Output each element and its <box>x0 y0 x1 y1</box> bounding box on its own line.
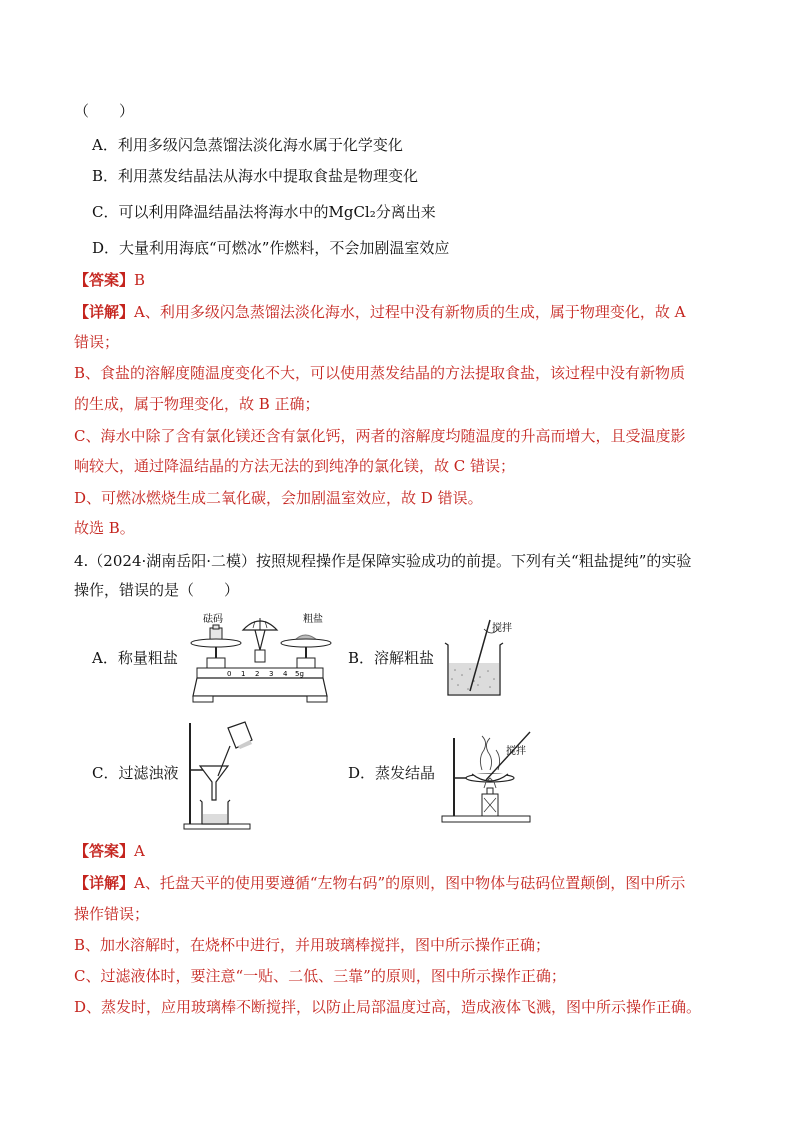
detail-line: B、加水溶解时，在烧杯中进行，并用玻璃棒搅拌，图中所示操作正确； <box>74 936 551 954</box>
balance-figure <box>185 610 335 710</box>
scale-tick: 2 <box>255 670 260 678</box>
detail-tag: 【详解】 <box>74 303 135 321</box>
answer-line <box>74 841 145 861</box>
detail-line: 响较大，通过降温结晶的方法无法的到纯净的氯化镁，故 C 错误； <box>74 457 516 475</box>
filtration-figure <box>180 718 260 833</box>
question-stem: 4.（2024·湖南岳阳·二模）按照规程操作是保障实验成功的前提。下列有关“粗盐提纯”的实验 <box>74 552 692 570</box>
detail-line: B、食盐的溶解度随温度变化不大，可以使用蒸发结晶的方法提取食盐，该过程中没有新物质 <box>74 364 686 382</box>
detail-line: C、过滤液体时，要注意“一贴、二低、三靠”的原则，图中所示操作正确； <box>74 967 566 985</box>
option-d: D．大量利用海底“可燃冰”作燃料，不会加剧温室效应 <box>92 239 450 257</box>
detail-line: D、可燃冰燃烧生成二氧化碳，会加剧温室效应，故 D 错误。 <box>74 489 483 507</box>
detail-line: 操作错误； <box>74 905 150 923</box>
answer-tag: 【答案】 <box>74 271 135 289</box>
answer-value: A <box>134 842 145 860</box>
detail-line: 故选 B。 <box>74 519 135 537</box>
question-stem: 操作，错误的是（ ） <box>74 581 240 599</box>
answer-tag: 【答案】 <box>74 842 135 860</box>
detail-line <box>74 302 685 322</box>
option-a-label: A．称量粗盐 <box>92 649 178 667</box>
answer-parenthesis: （ ） <box>74 102 135 120</box>
option-c: C．可以利用降温结晶法将海水中的MgCl₂分离出来 <box>92 203 436 221</box>
detail-text: A、托盘天平的使用要遵循“左物右码”的原则，图中物体与砝码位置颠倒，图中所示 <box>134 874 686 892</box>
fig-stir-label: 搅拌 <box>506 746 526 757</box>
detail-line: 的生成，属于物理变化，故 B 正确； <box>74 395 320 413</box>
evaporation-figure <box>438 718 538 833</box>
scale-tick: 3 <box>269 670 274 678</box>
scale-tick: 5g <box>295 670 304 678</box>
scale-tick: 0 <box>227 670 232 678</box>
answer-line <box>74 270 145 290</box>
detail-line <box>74 873 685 893</box>
option-b: B．利用蒸发结晶法从海水中提取食盐是物理变化 <box>92 167 419 185</box>
answer-value: B <box>134 271 146 289</box>
fig-salt-label: 粗盐 <box>303 614 323 625</box>
option-b-label: B．溶解粗盐 <box>348 649 435 667</box>
fig-weight-label: 砝码 <box>203 614 223 625</box>
detail-text: A、利用多级闪急蒸馏法淡化海水，过程中没有新物质的生成，属于物理变化，故 A <box>134 303 686 321</box>
option-c-label: C．过滤浊液 <box>92 764 179 782</box>
scale-tick: 4 <box>283 670 288 678</box>
option-d-label: D．蒸发结晶 <box>348 764 436 782</box>
detail-line: 错误； <box>74 333 120 351</box>
detail-line: C、海水中除了含有氯化镁还含有氯化钙，两者的溶解度均随温度的升高而增大，且受温度影 <box>74 427 686 445</box>
option-a: A．利用多级闪急蒸馏法淡化海水属于化学变化 <box>92 136 403 154</box>
detail-tag: 【详解】 <box>74 874 135 892</box>
detail-line: D、蒸发时，应用玻璃棒不断搅拌，以防止局部温度过高，造成液体飞溅，图中所示操作正确。 <box>74 998 702 1016</box>
fig-stir-label: 搅拌 <box>492 623 512 634</box>
scale-tick: 1 <box>241 670 246 678</box>
dissolve-figure <box>440 615 530 700</box>
